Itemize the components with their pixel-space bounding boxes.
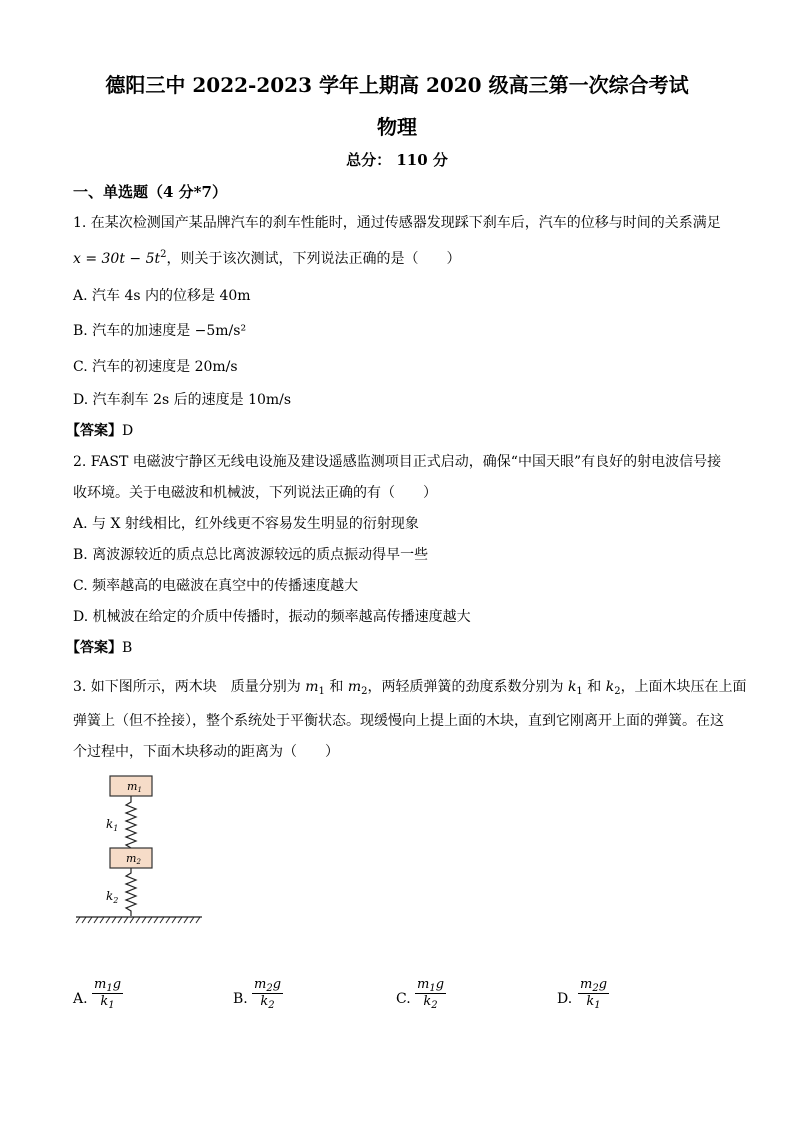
q3-option-d-fraction: $\frac{m_2g}{k_1}$	[580, 977, 608, 1011]
q1-option-a: A. 汽车 4s 内的位移是 40m	[73, 288, 251, 304]
q2-answer	[66, 639, 132, 657]
q2-answer-value: B	[122, 640, 133, 656]
exam-title: 德阳三中 2022-2023 学年上期高 2020 级高三第一次综合考试	[105, 73, 689, 97]
subject-title: 物理	[377, 115, 417, 139]
q3-sym-k1: k	[567, 679, 577, 695]
spring-k1-label: $k_1$	[106, 817, 119, 833]
q3-stem-line3: 个过程中，下面木块移动的距离为（ ）	[73, 744, 339, 760]
q3-option-b-fraction: $\frac{m_2g}{k_2}$	[254, 977, 282, 1011]
q3-stem-part-a: 3. 如下图所示，两木块 质量分别为	[73, 679, 306, 695]
q1-stem-line1: 1. 在某次检测国产某品牌汽车的刹车性能时，通过传感器发现踩下刹车后，汽车的位移与时间的关系满足	[73, 215, 721, 231]
q3-sym-m1: m	[305, 679, 319, 695]
q3-option-a-label: A.	[73, 991, 88, 1007]
spring-block-figure	[70, 770, 210, 930]
block-m1-label: m1	[127, 780, 142, 794]
ground-hatching	[76, 917, 200, 923]
q3-sub-m2: 2	[361, 686, 368, 697]
q1-answer	[66, 422, 133, 440]
q1-answer-label: 【答案】	[66, 423, 122, 439]
q3-option-c-label: C.	[396, 991, 411, 1007]
block-m2-label: m2	[126, 852, 141, 866]
q1-formula: x = 30t − 5t	[73, 251, 161, 267]
q3-option-c-fraction: $\frac{m_1g}{k_2}$	[417, 977, 445, 1011]
q3-sub-k2: 2	[614, 686, 621, 697]
q2-stem-line2: 收环境。关于电磁波和机械波，下列说法正确的有（ ）	[73, 485, 437, 501]
q3-sym-m2: m	[347, 679, 362, 695]
q3-option-b-label: B.	[233, 991, 248, 1007]
spring-k2-label: $k_2$	[106, 889, 119, 905]
q3-stem-part-b: 和	[324, 679, 348, 695]
q1-formula-exponent: 2	[160, 249, 167, 260]
q2-option-a: A. 与 X 射线相比，红外线更不容易发生明显的衍射现象	[73, 516, 419, 532]
q2-option-d: D. 机械波在给定的介质中传播时，振动的频率越高传播速度越大	[73, 609, 471, 625]
spring-k2	[126, 868, 136, 916]
spring-k1	[126, 796, 136, 850]
q3-sub-m1: 1	[318, 686, 325, 697]
total-score: 总分： 110 分	[346, 151, 448, 169]
q3-stem-line1	[73, 678, 747, 696]
q3-sym-k2: k	[605, 679, 615, 695]
q2-answer-label: 【答案】	[66, 640, 122, 656]
q1-answer-value: D	[122, 423, 134, 439]
q1-stem-tail: ，则关于该次测试，下列说法正确的是（ ）	[166, 251, 461, 267]
q2-stem-line1: 2. FAST 电磁波宁静区无线电设施及建设遥感监测项目正式启动，确保“中国天眼”有良好的射电波信号接	[73, 454, 722, 470]
q1-option-c: C. 汽车的初速度是 20m/s	[73, 359, 238, 375]
q3-stem-line2: 弹簧上（但不拴接），整个系统处于平衡状态。现缓慢向上提上面的木块，直到它刚离开上面的弹簧。在这	[73, 713, 724, 729]
section-title: 一、单选题（4 分*7）	[73, 183, 227, 201]
q3-stem-part-e: ，上面木块压在上面	[620, 679, 747, 695]
q2-option-c: C. 频率越高的电磁波在真空中的传播速度越大	[73, 578, 359, 594]
q3-stem-part-c: ，两轻质弹簧的劲度系数分别为	[367, 679, 568, 695]
q1-option-b: B. 汽车的加速度是 −5m/s²	[73, 323, 247, 339]
q1-option-d: D. 汽车刹车 2s 后的速度是 10m/s	[73, 392, 292, 408]
q3-stem-part-d: 和	[582, 679, 606, 695]
q3-option-d-label: D.	[557, 991, 573, 1007]
q3-option-a-fraction: $\frac{m_1g}{k_1}$	[94, 977, 122, 1011]
q2-option-b: B. 离波源较近的质点总比离波源较远的质点振动得早一些	[73, 547, 429, 563]
q1-stem-line2	[73, 250, 461, 268]
q3-sub-k1: 1	[576, 686, 583, 697]
